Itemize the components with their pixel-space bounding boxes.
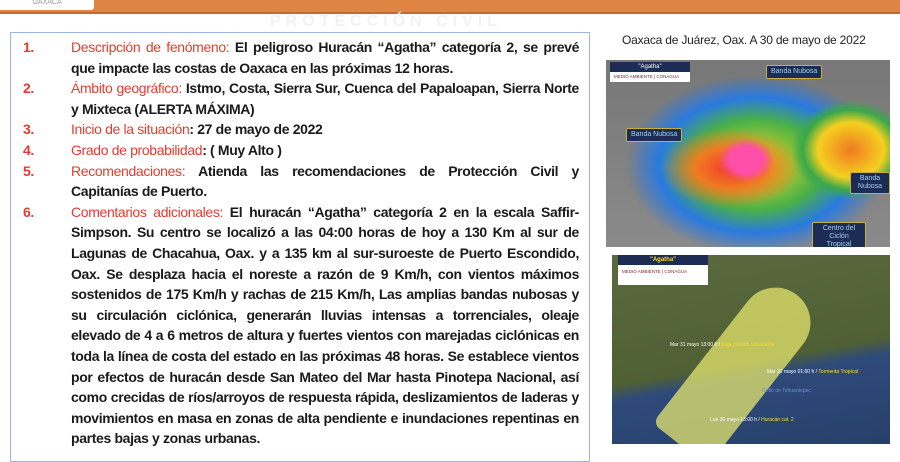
agency-logo: MEDIO AMBIENTE | CONAGUA (610, 72, 690, 82)
point-time: Mar 31 mayo 01:00 h / (767, 369, 819, 375)
track-point-label (710, 417, 794, 423)
track-point-label (670, 342, 775, 348)
item-text: Istmo, Costa, Sierra Sur, Cuenca del Papaloapan, Sierra Norte y Mixteca (ALERTA MÁXIMA) (71, 80, 579, 117)
gulf-label: Golfo de Tehuantepec (762, 388, 811, 394)
point-status: Huracán cat. 2 (761, 417, 794, 423)
bulletin-box (10, 32, 590, 462)
bulletin-list (23, 37, 579, 449)
point-time: Mar 31 mayo 13:00 h / (670, 342, 722, 348)
track-title: "Agatha" (618, 255, 708, 265)
track-point-label (767, 369, 858, 375)
item-number: 3. (23, 121, 34, 138)
label-centro-ciclon: Centro del Ciclón Tropical (812, 222, 866, 247)
satellite-title: "Agatha" (610, 62, 690, 72)
item-number: 2. (23, 80, 34, 97)
item-scope (23, 78, 579, 119)
item-number: 1. (23, 39, 34, 55)
item-recommendations (23, 161, 579, 202)
item-text: : ( Muy Alto ) (202, 141, 282, 158)
item-start (23, 119, 579, 140)
item-description (23, 37, 579, 78)
item-text: El huracán “Agatha” categoría 2 en la escala Saffir-Simpson. Su centro se localizó a las 04:00 horas de hoy a 130 Km al sur de Lagunas de Chacahua, Oax. y a 135 km al sur-suroeste de Puerto Escondido, Oax. Se desplaza hacia el noreste a razón de 9 Km/h, con vientos máximos sostenidos de 175 Km/h y rachas de 215 Km/h, Las amplias bandas nubosas y su circulación ciclónica, generarán lluvias intensas a torrenciales, oleaje elevado de 4 a 6 metros de altura y fuertes vientos con marejadas ciclónicas en toda la línea de costa del estado en las próximas 48 horas. Se establece vientos por efectos de huracán desde San Mateo del Mar hasta Pinotepa Nacional, así como crecidas de ríos/arroyos de respuesta rápida, deslizamientos de laderas y movimientos en masa en zonas de alta pendiente e inundaciones repentinas en partes bajas y zonas urbanas. (71, 203, 579, 447)
label-banda-nubosa-north: Banda Nubosa (766, 65, 822, 79)
item-text: El peligroso Huracán “Agatha” categoría 2, se prevé que impacte las costas de Oaxaca en las próximas 12 horas. (71, 39, 580, 76)
item-comments (23, 202, 579, 449)
item-number: 6. (23, 203, 34, 220)
watermark: PROTECCIÓN CIVIL (270, 13, 503, 30)
item-label: Ámbito geográfico: (71, 80, 182, 97)
header-bar (0, 0, 900, 14)
track-map (612, 255, 890, 444)
item-text: Atienda las recomendaciones de Protección Civil y Capitanías de Puerto. (71, 162, 579, 200)
label-banda-nubosa-west: Banda Nubosa (626, 128, 682, 142)
item-label: Comentarios adicionales: (71, 203, 224, 220)
item-number: 4. (23, 141, 34, 158)
item-label: Inicio de la situación (71, 121, 190, 138)
item-number: 5. (23, 162, 34, 179)
item-label: Descripción de fenómeno: (71, 39, 230, 55)
point-status: Tormenta Tropical (818, 369, 859, 375)
item-label: Recomendaciones: (71, 162, 186, 179)
logo: OAXACA (0, 0, 94, 10)
satellite-image (606, 60, 890, 247)
label-banda-nubosa-east: Banda Nubosa (850, 172, 890, 194)
agency-logo: MEDIO AMBIENTE | CONAGUA (618, 265, 708, 285)
point-status: Baja presión remanente (721, 342, 775, 348)
item-text: : 27 de mayo de 2022 (189, 121, 323, 138)
date-line: Oaxaca de Juárez, Oax. A 30 de mayo de 2022 (622, 33, 866, 47)
item-label: Grado de probabilidad (71, 141, 203, 158)
point-time: Lun 30 mayo 13:00 h / (710, 417, 762, 423)
item-probability (23, 140, 579, 161)
